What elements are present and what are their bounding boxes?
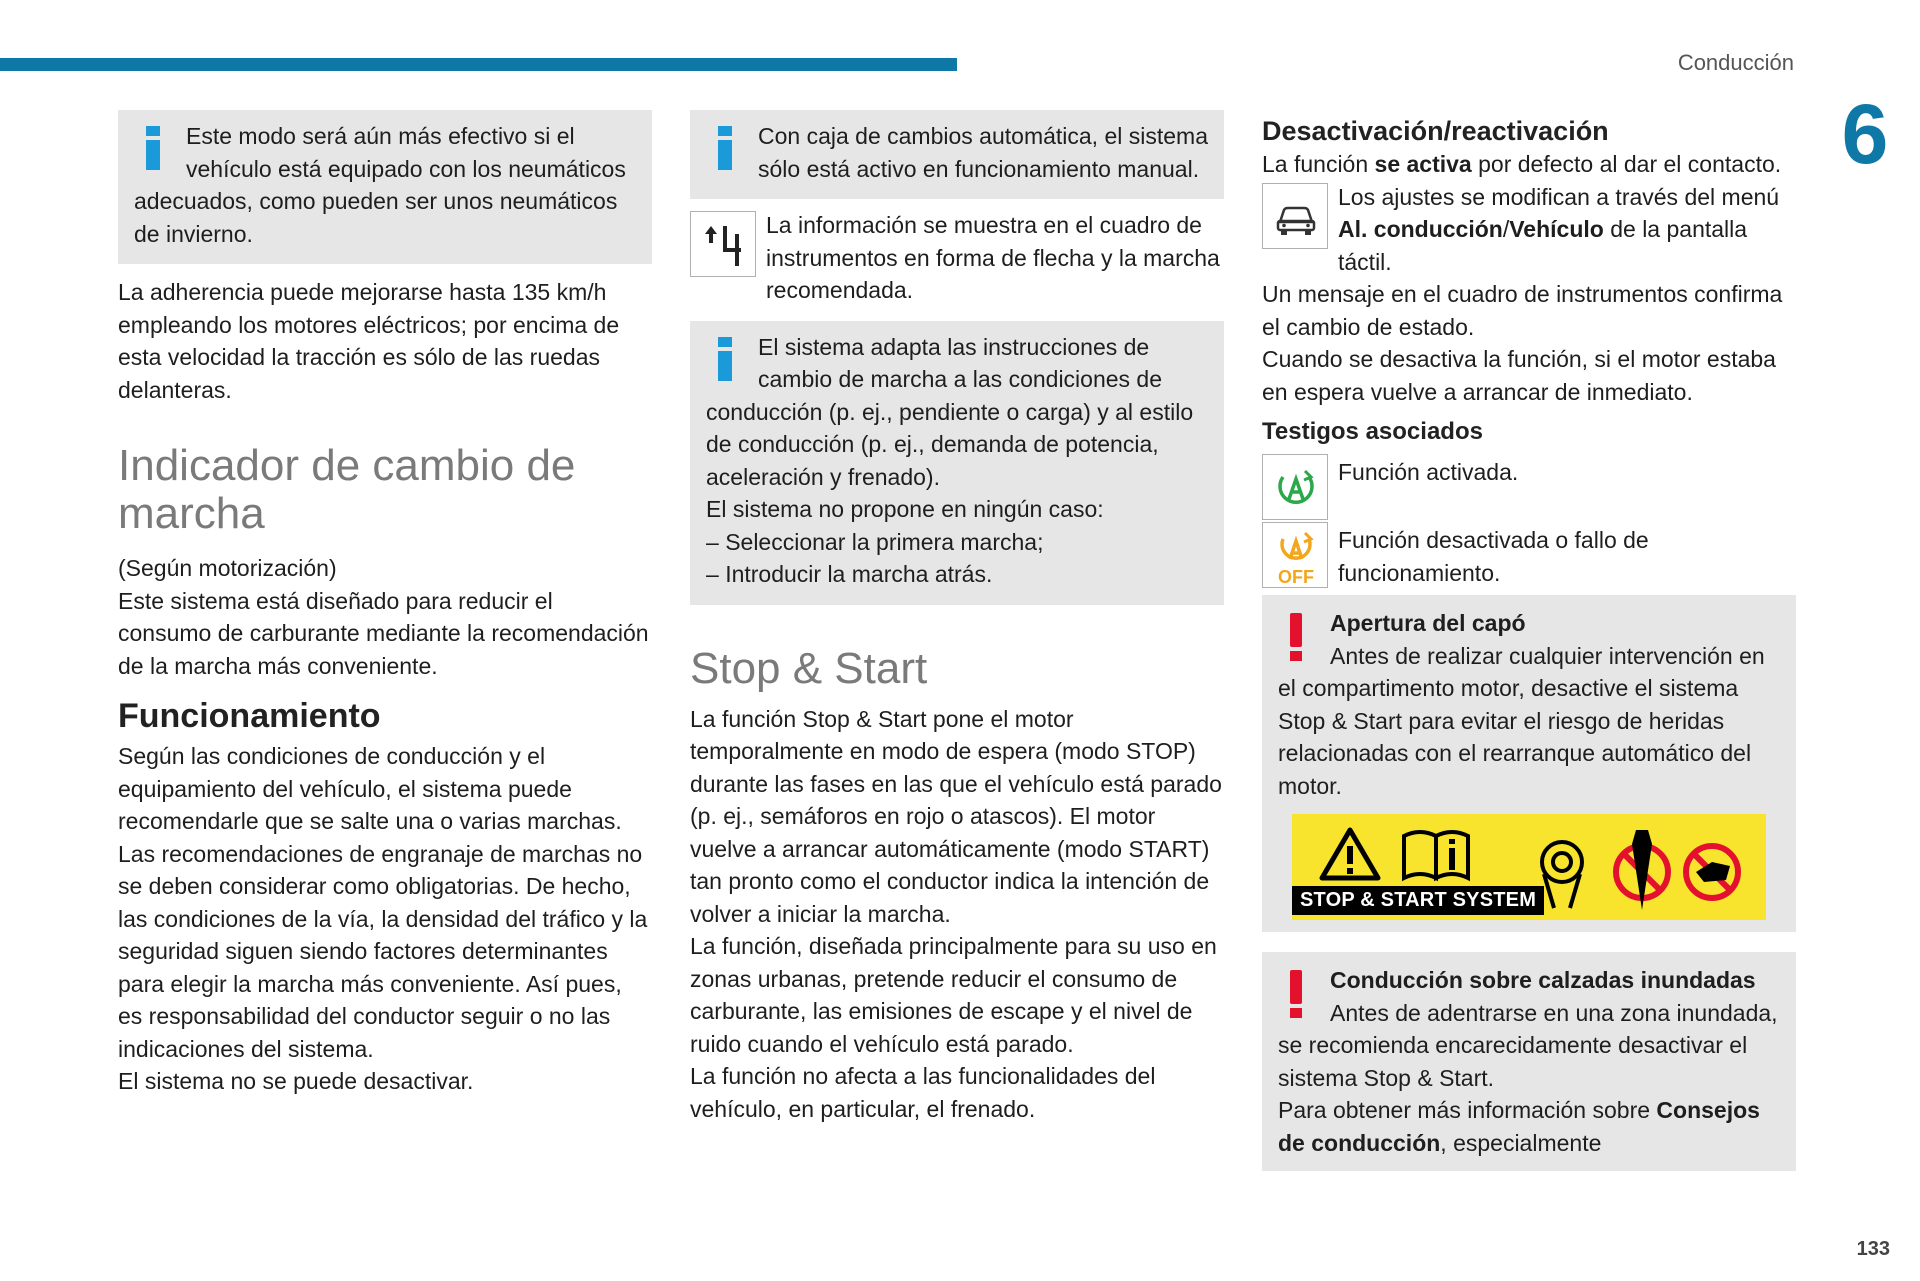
paragraph-adherence: La adherencia puede mejorarse hasta 135 km/h empleando los motores eléctricos; por encima de esta velocidad la tracción es sólo de las ruedas delanteras.: [118, 279, 620, 403]
text-run: , especialmente: [1440, 1129, 1602, 1156]
warning-flooded-roads: [1262, 952, 1796, 1171]
paragraph-urban-use: La función, diseñada principalmente para su uso en zonas urbanas, pretende reducir el consumo de carburante, las emisiones de escape y el nivel de ruido cuando el vehículo está parado.: [690, 933, 1217, 1057]
bold-text: Al. conducción: [1338, 216, 1503, 242]
gear-shift-arrow-icon: [690, 211, 756, 277]
gear-indicator-text: La información se muestra en el cuadro de instrumentos en forma de flecha y la marcha recomendada.: [766, 212, 1220, 303]
cross-reference: Consejos de conducción: [1278, 1097, 1760, 1156]
stop-start-off-icon: [1262, 522, 1328, 588]
info-note-text: Este modo será aún más efectivo si el vehículo está equipado con los neumáticos adecuados, como pueden ser unos neumáticos de invierno.: [134, 123, 626, 247]
heading-deactivation: Desactivación/reactivación: [1262, 116, 1609, 146]
text-run: /: [1502, 216, 1510, 242]
info-icon: [706, 335, 740, 387]
info-note-winter-tyres: [118, 110, 652, 264]
paragraph-recommendations: Las recomendaciones de engranaje de marchas no se deben considerar como obligatorias. De hecho, las condiciones de la vía, la densidad del tráfico y la seguridad siguen siendo factores determinantes para elegir la marcha más conveniente. Así pues, es responsabilidad del conductor seguir o no las indicaciones del sistema.: [118, 840, 648, 1062]
settings-row: [1262, 181, 1796, 279]
warning-bonnet: [1262, 595, 1796, 932]
section-title: Conducción: [1677, 50, 1794, 75]
paragraph-skip-gears: Según las condiciones de conducción y el equipamiento del vehículo, el sistema puede recomendarle que se salte una o varias marchas.: [118, 743, 622, 834]
off-label: OFF: [1278, 567, 1314, 587]
heading-functioning: Funcionamiento: [118, 697, 381, 735]
text-run: Para obtener más información sobre: [1278, 1097, 1657, 1123]
info-note-text: Con caja de cambios automática, el sistema sólo está activo en funcionamiento manual.: [758, 123, 1208, 182]
paragraph-settings-menu: [1262, 181, 1796, 279]
header-accent-bar: [0, 58, 957, 71]
warning-text: Antes de realizar cualquier intervención en el compartimento motor, desactive el sistema Stop & Start para evitar el riesgo de heridas relacionadas con el rearranque automático del motor.: [1278, 642, 1765, 799]
list-item: – Introducir la marcha atrás.: [706, 558, 1208, 591]
testigo-off-row: [1262, 520, 1796, 589]
warning-icon: [1278, 613, 1314, 665]
text-run: de la pantalla táctil.: [1338, 216, 1748, 275]
paragraph-stop-start-intro: La función Stop & Start pone el motor temporalmente en modo de espera (modo STOP) durante las fases en las que el vehículo está parado (p. ej., semáforos en rojo o atascos). El motor vuelve a arrancar automáticamente (modo START) tan pronto como el conductor indica la intención de volver a iniciar la marcha.: [690, 705, 1222, 927]
testigo-active-row: [1262, 452, 1796, 520]
stop-start-active-icon: [1262, 454, 1328, 520]
info-note-automatic: [690, 110, 1224, 199]
gear-indicator-row: [690, 209, 1224, 307]
info-icon: [134, 124, 168, 176]
info-note-never: El sistema no propone en ningún caso:: [706, 496, 1104, 522]
column-middle: [690, 110, 1224, 1125]
bold-text: Vehículo: [1509, 216, 1604, 242]
paragraph-no-effect: La función no afecta a las funcionalidades del vehículo, en particular, el frenado.: [690, 1063, 1156, 1122]
never-list: [706, 526, 1208, 591]
paragraph-engine-restart: Cuando se desactiva la función, si el motor estaba en espera vuelve a arrancar de inmediato.: [1262, 346, 1776, 405]
column-right: [1262, 114, 1796, 1171]
warning-title: Conducción sobre calzadas inundadas: [1330, 967, 1756, 993]
heading-gear-indicator: Indicador de cambio de marcha: [118, 441, 576, 538]
warning-title: Apertura del capó: [1330, 610, 1526, 636]
stop-start-system-label: STOP & START SYSTEM: [1292, 886, 1544, 915]
info-note-text: El sistema adapta las instrucciones de cambio de marcha a las condiciones de conducción (p. ej., pendiente o carga) y al estilo de conducción (p. ej., demanda de potencia, aceleración y frenado).: [706, 333, 1194, 490]
warning-icon: [1278, 970, 1314, 1022]
text-run: Los ajustes se modifican a través del menú: [1338, 183, 1780, 210]
testigo-off-text: Función desactivada o fallo de funcionamiento.: [1338, 527, 1649, 586]
bold-text: se activa: [1374, 151, 1472, 177]
vehicle-settings-icon: [1262, 183, 1328, 249]
paragraph-engine-note: (Según motorización): [118, 555, 337, 581]
testigo-active-text: Función activada.: [1338, 459, 1519, 485]
text-run: La función: [1262, 151, 1375, 177]
info-note-adaptation: [690, 321, 1224, 605]
warning-more-info: [1278, 1094, 1780, 1159]
paragraph-default-on: [1262, 148, 1796, 181]
heading-stop-start: Stop & Start: [690, 643, 928, 693]
paragraph-cannot-deactivate: El sistema no se puede desactivar.: [118, 1068, 474, 1094]
paragraph-system-purpose: Este sistema está diseñado para reducir el consumo de carburante mediante la recomendación de la marcha más conveniente.: [118, 587, 649, 679]
stop-start-warning-banner: [1292, 814, 1766, 920]
column-left: [118, 110, 652, 1098]
warning-text: Antes de adentrarse en una zona inundada, se recomienda encarecidamente desactivar el sistema Stop & Start.: [1278, 999, 1778, 1091]
chapter-number: 6: [1841, 87, 1889, 181]
page-number: 133: [1856, 1238, 1890, 1260]
heading-testigos: Testigos asociados: [1262, 418, 1483, 445]
paragraph-message-confirm: Un mensaje en el cuadro de instrumentos confirma el cambio de estado.: [1262, 281, 1783, 340]
text-run: por defecto al dar el contacto.: [1471, 151, 1782, 177]
list-item: – Seleccionar la primera marcha;: [706, 526, 1208, 559]
info-icon: [706, 124, 740, 176]
